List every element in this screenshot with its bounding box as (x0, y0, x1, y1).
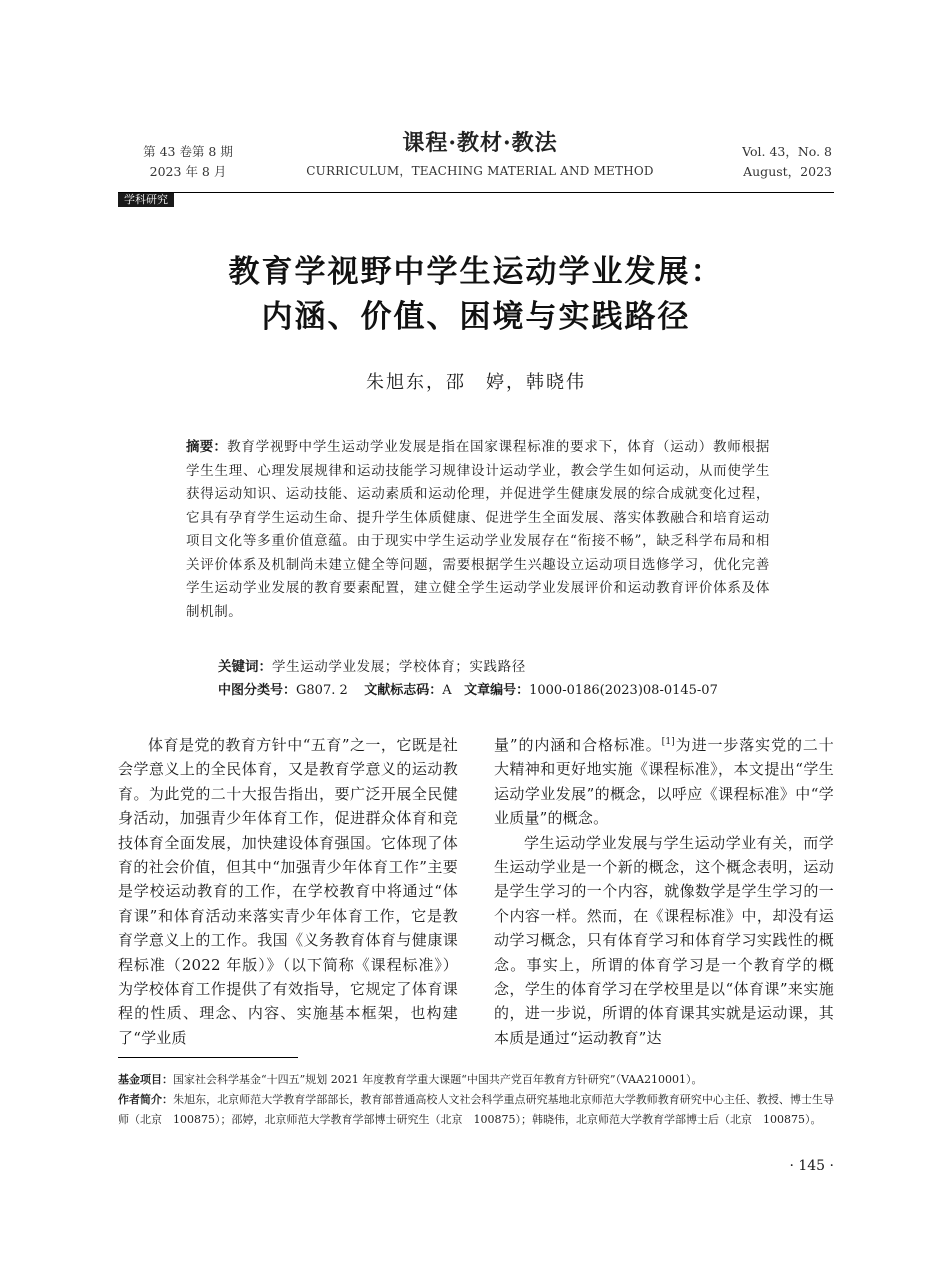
body-column-left (118, 733, 458, 1050)
fund-note (118, 1070, 834, 1090)
article-no-value: 1000-0186(2023)08-0145-07 (529, 683, 718, 698)
header-rule (118, 192, 834, 193)
body-paragraph: 体育是党的教育方针中“五育”之一，它既是社会学意义上的全民体育，又是教育学意义的运动教育。为此党的二十大报告指出，要广泛开展全民健身活动，加强青少年体育工作，促进群众体育和竞技体育全面发展，加快建设体育强国。它体现了体育的社会价值，但其中“加强青少年体育工作”主要是学校运动教育的工作，在学校教育中将通过“体育课”和体育活动来落实青少年体育工作，它是教育学意义上的工作。我国《义务教育体育与健康课程标准（2022 年版）》（以下简称《课程标准》）为学校体育工作提供了有效指导，它规定了体育课程的性质、理念、内容、实施基本框架，也构建了“学业质 (118, 736, 458, 1047)
clc-value: G807. 2 (296, 683, 348, 698)
classification-line (218, 679, 798, 702)
abstract-text: 教育学视野中学生运动学业发展是指在国家课程标准的要求下，体育（运动）教师根据学生生理、心理发展规律和运动技能学习规律设计运动学业，教会学生如何运动，从而使学生获得运动知识、运动技能、运动素质和运动伦理，并促进学生健康发展的综合成就变化过程，它具有孕育学生运动生命、提升学生体质健康、促进学生全面发展、落实体教融合和培育运动项目文化等多重价值意蕴。由于现实中学生运动学业发展存在“衔接不畅”，缺乏科学布局和相关评价体系及机制尚未建立健全等问题，需要根据学生兴趣设立运动项目选修学习，优化完善学生运动学业发展的教育要素配置，建立健全学生运动学业发展评价和运动教育评价体系及体制机制。 (186, 439, 770, 620)
keywords (218, 656, 778, 679)
journal-title-en: CURRICULUM，TEACHING MATERIAL AND METHOD (306, 164, 654, 178)
doc-code-value: A (442, 683, 452, 698)
body-column-right (494, 733, 834, 1050)
fund-text: 国家社会科学基金“十四五”规划 2021 年度教育学重大课题“中国共产党百年教育方针研究”（VAA210001）。 (173, 1073, 703, 1086)
footnote-rule (118, 1057, 298, 1058)
body-text: 量”的内涵和合格标准。 (494, 736, 662, 754)
page-number: · 145 · (789, 1158, 834, 1174)
abstract (186, 436, 770, 624)
doc-code-label: 文献标志码： (364, 683, 443, 698)
volume-issue-en-block (700, 142, 832, 182)
section-tag: 学科研究 (118, 193, 174, 207)
author-note (118, 1090, 834, 1130)
footnotes (118, 1070, 834, 1130)
keywords-label: 关键词： (218, 659, 272, 675)
volume-issue-en: Vol. 43，No. 8 (742, 144, 832, 159)
volume-issue: 第 43 卷第 8 期 (143, 144, 233, 159)
author-note-text: 朱旭东，北京师范大学教育学部部长，教育部普通高校人文社会科学重点研究基地北京师范大学教师教育研究中心主任、教授、博士生导师（北京 100875）；邵婷，北京师范大学教育学部博士研究生（北京 100875）；韩晓伟，北京师范大学教育学部博士后（北京 100875）。 (118, 1093, 834, 1126)
volume-issue-block (118, 142, 258, 182)
author-note-label: 作者简介： (118, 1093, 174, 1106)
abstract-label: 摘要： (186, 439, 228, 455)
body-paragraph: 学生运动学业发展与学生运动学业有关，而学生运动学业是一个新的概念，这个概念表明，运动是学生学习的一个内容，就像数学是学生学习的一个内容一样。然而，在《课程标准》中，却没有运动学习概念，只有体育学习和体育学习实践性的概念。事实上，所谓的体育学习是一个教育学的概念，学生的体育学习在学校里是以“体育课”来实施的，进一步说，所谓的体育课其实就是运动课，其本质是通过“运动教育”达 (494, 833, 834, 1047)
author-list: 朱旭东，邵 婷，韩晓伟 (366, 372, 586, 393)
journal-masthead (290, 128, 670, 180)
fund-label: 基金项目： (118, 1073, 173, 1086)
title-line-1: 教育学视野中学生运动学业发展： (228, 254, 724, 290)
issue-date-en: August，2023 (743, 164, 832, 179)
title-line-2: 内涵、价值、困境与实践路径 (261, 299, 691, 335)
body-paragraph-continued (494, 733, 834, 831)
journal-title-cn: 课程·教材·教法 (402, 130, 558, 156)
clc-label: 中图分类号： (218, 683, 297, 698)
article-title (118, 250, 834, 340)
issue-date-cn: 2023 年 8 月 (149, 164, 227, 179)
keywords-text: 学生运动学业发展；学校体育；实践路径 (272, 659, 526, 675)
article-no-label: 文章编号： (464, 683, 530, 698)
body-text: 为进一步落实党的二十大精神和更好地实施《课程标准》，本文提出“学生运动学业发展”的概念，以呼应《课程标准》中“学业质量”的概念。 (494, 736, 834, 828)
citation-ref: [1] (661, 737, 675, 747)
